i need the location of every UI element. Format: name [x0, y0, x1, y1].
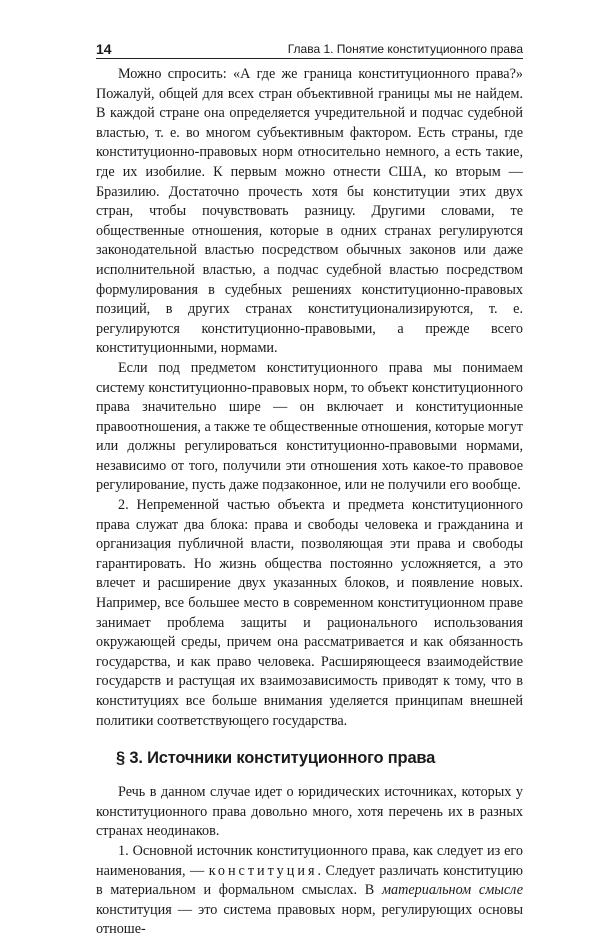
paragraph-2: Если под предметом конституционного права мы понимаем систему конституционно-правовых норм, то объект конституционного права значительно шире — он включает и конституционные правоотношения, а также те общественные отношения, которые могут или должны регулироваться конституционно-правовыми нормами, независимо от того, получили эти отношения хоть какое-то правовое регулирование, пусть даже подзаконное, или не получили его вообще.	[96, 359, 523, 494]
running-head: Глава 1. Понятие конституционного права	[287, 42, 523, 56]
paragraph-text: конституция — это система правовых норм, регулирующих основы отноше-	[96, 901, 523, 938]
section-heading: § 3. Источники конституционного права	[116, 749, 436, 768]
section-paragraph-1: Речь в данном случае идет о юридических источниках, которых у конституционного права довольно много, хотя перечень их в разных странах неодинаков.	[96, 784, 523, 840]
paragraph-3: 2. Непременной частью объекта и предмета конституционного права служат два блока: права и свободы человека и гражданина и организация публичной власти, позволяющая эти права и свободы гарантировать. Но жизнь общества постоянно усложняется, а это влечет и расширение двух указанных блоков, и появление новых. Например, все большее место в современном конституционном праве занимает проблема защиты и рационального использования окружающей среды, причем она рассматривается и как обязанность государства, и как право человека. Расширяющееся взаимодействие государств и растущая их взаимозависимость приводят к тому, что в конституциях все больше внимания уделяется принципам внешней политики соответствующего государства.	[96, 497, 523, 729]
page-number: 14	[96, 41, 112, 57]
paragraph-1: Можно спросить: «А где же граница конституционного права?» Пожалуй, общей для всех стран объективной границы мы не найдем. В каждой стране она определяется учредительной и подчас судебной властью, т. е. во многом субъективным фактором. Есть страны, где конституционно-правовых норм относительно немного, а есть такие, где их изобилие. К первым можно отнести США, ко вторым — Бразилию. Достаточно прочесть хотя бы конституции этих двух стран, чтобы почувствовать разницу. Другими словами, те общественные отношения, которые в одних странах регулируются законодательной властью посредством обычных законов или даже исполнительной властью, а подчас судебной властью посредством формулирования в судебных решениях конституционно-правовых позиций, в других странах конституционализируются, т. е. регулируются конституционно-правовыми, а прежде всего конституционными, нормами.	[96, 66, 523, 357]
paragraph-text: 1. Основной источник конституционного права, как следует из его наименования, —	[96, 842, 523, 879]
spaced-term: конституция	[208, 862, 318, 879]
page-header	[96, 36, 523, 59]
paragraph-text: . Следует различать конституцию в материальном и формальном смыслах. В	[96, 862, 524, 899]
section-paragraph-2	[96, 842, 523, 940]
body-text	[96, 65, 523, 940]
italic-term: материальном смысле	[381, 882, 524, 899]
